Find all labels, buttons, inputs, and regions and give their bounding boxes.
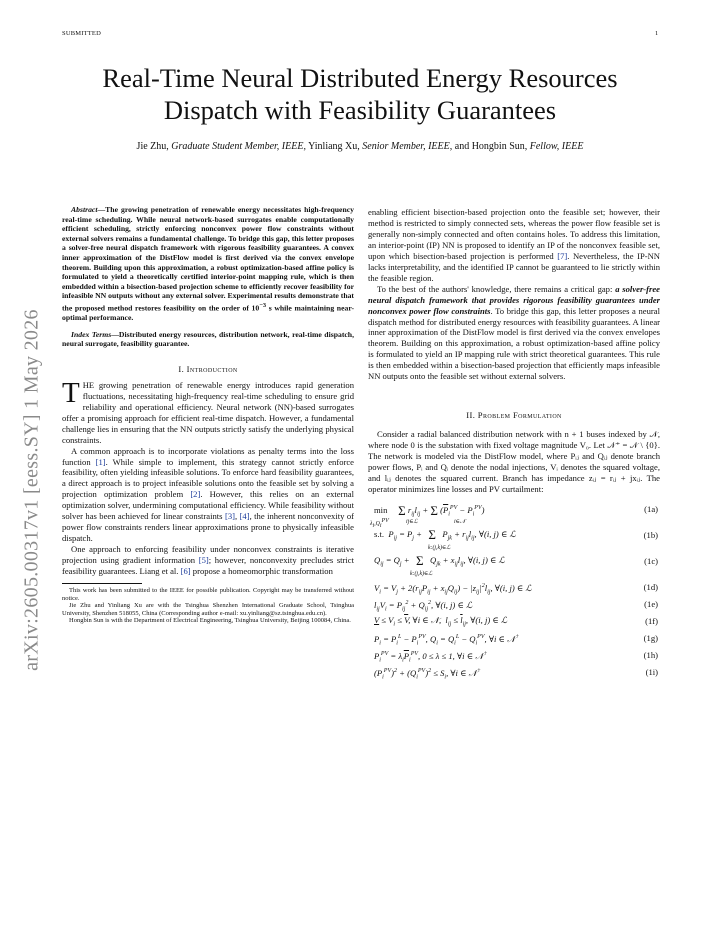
equation-1e: $l_{ij}V_i = P_{ij}^2 + Q_{ij}^2$, ∀(i, j) ∈ ℒ (1e) [374, 598, 658, 613]
text-run: One approach to enforcing feasibility under nonconvex constraints is iterative projection using gradient information [62, 544, 354, 566]
intro-paragraph-1 [62, 376, 354, 446]
equation-tag: (1i) [645, 666, 658, 677]
text-run: ; however, nonconvexity precludes strict feasibility guarantees. Liang et al. [62, 555, 354, 577]
text-run: enabling efficient bisection-based projection onto the feasible set; however, their method is restricted to simply connected sets, whereas the power flow feasible set is generally non-simply connected and often contains holes. To address this limitation, an interior-point (IP) NN is proposed to identify an IP of the nonconvex feasible set, upon which bisection-based projection is performed [368, 207, 660, 261]
intro-paragraph-1-text: HE growing penetration of renewable energy introduces rapid generation fluctuations, necessitating high-frequency real-time scheduling to ensure grid reliability and operational efficiency. Neural network (NN)-based surrogates offer a promising approach for efficient real-time dispatch. However, a fundamental challenge lies in ensuring that the NN outputs strictly satisfy the underlying physical constraints. [62, 379, 354, 445]
drop-cap: T [62, 376, 80, 409]
text-run: . Nevertheless, the IP-NN lacks interpretability, and the identified IP cannot be guaranteed to lie strictly within the feasible region. [368, 250, 660, 283]
author-affiliation: Fellow, IEEE [529, 141, 584, 152]
equation-1a: min Σ $r_{ij}l_{ij} + \Sigma$ $(\overline{P}_i^{PV} - P_i^{PV})$ $\lambda_i,Q_i^{PV}$ ij∈ℒ i∈𝒩 (1a) [370, 502, 658, 529]
text-run: propose a homeomorphic transformation [190, 566, 333, 577]
footnote-submission: This work has been submitted to the IEEE for possible publication. Copyright may be transferred without notice. [62, 586, 354, 602]
right-paragraph-2 [368, 284, 660, 383]
author-affiliation: Senior Member, IEEE, [362, 141, 453, 152]
equation-1i: $(P_i^{PV})^2 + (Q_i^{PV})^2 \le S_i$, ∀i ∈ 𝒩+ (1i) [374, 666, 658, 681]
section-heading-introduction: I. Introduction [178, 363, 238, 374]
paper-title: Real-Time Neural Distributed Energy Resources Dispatch with Feasibility Guarantees [102, 63, 618, 125]
emphasis-gap: a solver-free neural dispatch framework that provides rigorous feasibility guarantees under nonconvex power flow constraints [368, 283, 660, 316]
author-line [40, 141, 680, 152]
citation-link[interactable]: [6] [180, 566, 191, 577]
abstract-tail: s while maintaining near-optimal performance. [62, 303, 355, 323]
footnote-affiliation-2: Hongbin Sun is with the Department of Electrical Engineering, Tsinghua University, Beijing 100084, China. [69, 617, 351, 625]
formulation-paragraph: Consider a radial balanced distribution network with n + 1 buses indexed by 𝒩, where node 0 is the substation with fixed voltage magnitude V₀. Let 𝒩⁺ = 𝒩 \ {0}. The network is modeled via the DistFlow model, where Pᵢⱼ and Qᵢⱼ denote branch power flows, Pᵢ and Qᵢ denote the nodal injections, Vᵢ denotes the squared voltage, and lᵢⱼ denotes the squared current. Branch has impedance zᵢⱼ = rᵢⱼ + jxᵢⱼ. The operator minimizes line losses and PV curtailment: [368, 429, 660, 494]
equation-tag: (1b) [643, 529, 658, 540]
equation-tag: (1h) [643, 649, 658, 660]
citation-link[interactable]: [5] [198, 555, 209, 566]
left-column [62, 205, 354, 625]
equation-tag: (1a) [644, 503, 658, 514]
author-affiliation: Graduate Student Member, IEEE, [171, 141, 306, 152]
arxiv-identifier [12, 290, 52, 690]
equation-block [368, 501, 660, 681]
text-run: A common approach is to incorporate violations as penalty terms into the loss function [62, 445, 354, 467]
right-paragraph-1 [368, 207, 660, 284]
text-run: , [234, 511, 240, 522]
text-run: To the best of the authors' knowledge, there remains a critical gap: [377, 283, 616, 294]
arxiv-identifier-text: arXiv:2605.00317v1 [eess.SY] 1 May 2026 [20, 309, 43, 671]
equation-tag: (1g) [643, 632, 658, 643]
abstract-text: —The growing penetration of renewable energy necessitates high-frequency real-time scheduling. While neural network-based surrogates enable computationally efficient scheduling, strictly enforcing nonconvex power flow constraints without external solvers remains a fundamental challenge. To bridge this gap, this letter proposes a solver-free neural dispatch framework with rigorous feasibility guarantees. A convex inner approximation of the DistFlow model is first derived via the convex envelope theorem. Building upon this approximation, a robust optimization-based affine policy is formulated to yield a theoretically certified interior-point mapping rule, which is then embedded within a bisection-based projection scheme to efficiently recover feasibility for infeasible NN outputs without any external solver. Experimental results demonstrate that the proposed method restores feasibility on the order of 10 [62, 205, 354, 313]
abstract [62, 205, 354, 323]
index-terms-text: —Distributed energy resources, distribution network, real-time dispatch, neural surrogate, feasibility guarantee. [62, 329, 355, 349]
author-name: Yinliang Xu, [305, 141, 363, 152]
author-name: and Hongbin Sun, [452, 141, 530, 152]
citation-link[interactable]: [4] [239, 511, 250, 522]
equation-1c: $Q_{ij} = Q_j + \Sigma$ $Q_{jk} + x_{ij}l_{ij}$, ∀(i, j) ∈ ℒ k:(j,k)∈ℒ (1c) [374, 552, 658, 577]
equation-1d: $V_i = V_j + 2(r_{ij}P_{ij} + x_{ij}Q_{ij}) - |z_{ij}|^2l_{ij}$, ∀(i, j) ∈ ℒ (1d) [374, 581, 658, 596]
text-run: . However, this relies on an external optimization solver, undermining computational efficiency. While feasibility without solver has been achieved for linear constraints [62, 489, 354, 522]
equation-tag: (1d) [643, 581, 658, 592]
index-terms [62, 330, 354, 349]
equation-tag: (1e) [644, 598, 658, 609]
equation-1g: $P_i = P_i^L - P_i^{PV}$, $Q_i = Q_i^L - Q_i^{PV}$, ∀i ∈ 𝒩+ (1g) [374, 632, 658, 647]
equation-1h: $P_i^{PV} = \lambda_i\overline{P}_i^{PV}$, 0 ≤ λ ≤ 1, ∀i ∈ 𝒩+ (1h) [374, 649, 658, 664]
citation-link[interactable]: [7] [557, 250, 568, 261]
section-heading-problem-formulation: II. Problem Formulation [466, 410, 562, 421]
footnote-affiliation-1: Jie Zhu and Yinliang Xu are with the Tsinghua Shenzhen International Graduate School, Tsinghua University, Shenzhen 518055, China (Corresponding author e-mail: xu.yinliang@sz.tsinghua.edu.cn). [62, 602, 354, 617]
running-header-left: SUBMITTED [62, 30, 101, 37]
citation-link[interactable]: [1] [95, 456, 106, 467]
citation-link[interactable]: [3] [224, 511, 235, 522]
equation-tag: (1c) [644, 555, 658, 566]
citation-link[interactable]: [2] [190, 489, 201, 500]
right-column [368, 207, 660, 681]
text-run: . While simple to implement, this strategy cannot strictly enforce feasibility, often yielding infeasible solutions. To enforce hard feasibility guarantees, a direct approach is to project infeasible solutions onto the feasible set by solving a projection optimization problem [62, 456, 354, 500]
footnote-rule [62, 583, 142, 584]
text-run: , the inherent nonconvexity of power flow constraints renders linear approximations prone to physically infeasible dispatch. [62, 511, 355, 544]
abstract-label: Abstract [71, 205, 98, 214]
equation-tag: (1f) [645, 615, 658, 626]
index-terms-label: Index Terms [71, 329, 112, 339]
abstract-exponent: −3 [259, 301, 267, 309]
intro-paragraph-2 [62, 446, 354, 545]
intro-paragraph-3 [62, 544, 354, 577]
page-number: 1 [655, 30, 659, 37]
equation-1f: $V \le V_i \le \overline{V}$, ∀i ∈ 𝒩, $l_{ij} \le \overline{l}_{ij}$, ∀(i, j) ∈ ℒ (1f) [374, 614, 658, 628]
equation-1b: s.t. $P_{ij} = P_j + \Sigma$ $P_{jk} + r_{ij}l_{ij}$, ∀(i, j) ∈ ℒ k:(j,k)∈ℒ (1b) [374, 526, 658, 551]
author-name: Jie Zhu, [136, 141, 172, 152]
text-run: . To bridge this gap, this letter proposes a neural dispatch method for distributed energy resources with feasibility guarantees. A linear inner approximation of the DistFlow model is first derived via the convex envelopes theorem. Building on this approximation, a robust optimization-based affine policy is formulated to yield an IP mapping rule with strict theoretical guarantees. This rule is then embedded within a bisection-based projection that efficiently maps infeasible NN outputs onto the feasible set without external solvers. [368, 305, 660, 382]
